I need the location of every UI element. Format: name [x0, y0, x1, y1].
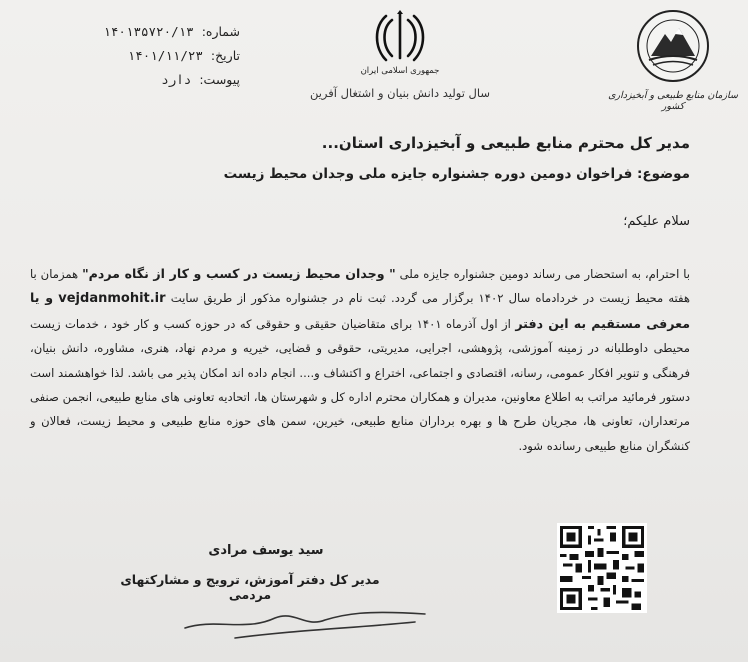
body-registration: همزمان با هفته محیط زیست در خردادماه سال ۱۴۰۲ برگزار می گردد. ثبت نام در جشنواره مذکور از طریق سایت	[30, 267, 691, 306]
letter-body	[30, 262, 690, 458]
recipient-line: مدیر کل محترم منابع طبیعی و آبخیزداری استان...	[321, 134, 690, 152]
award-title: " وجدان محیط زیست در کسب و کار از نگاه مردم"	[82, 266, 396, 281]
date-row	[70, 44, 240, 68]
letter-meta	[70, 20, 240, 92]
number-label: شماره:	[201, 24, 240, 39]
subject-line: موضوع: فراخوان دومین دوره جشنواره جایزه ملی وجدان محیط زیست	[223, 166, 690, 182]
attachment-label: پیوست:	[199, 72, 240, 87]
direct-referral: و یا معرفی مستقیم به این دفتر	[30, 290, 691, 331]
org-name: سازمان منابع طبیعی و آبخیزداری کشور	[608, 90, 738, 112]
iran-emblem-icon	[370, 10, 430, 62]
org-logo-block	[608, 8, 738, 112]
attachment-row	[70, 68, 240, 92]
number-value: ۱۴۰۱۳۵۷۲۰/۱۳	[103, 24, 194, 39]
mountain-logo-icon	[635, 8, 711, 84]
body-intro: با احترام، به استحضار می رساند دومین جشنواره جایزه ملی	[399, 267, 690, 281]
number-row	[70, 20, 240, 44]
qr-code-icon	[557, 523, 647, 613]
emblem-caption: جمهوری اسلامی ایران	[360, 66, 440, 76]
year-slogan: سال تولید دانش بنیان و اشتغال آفرین	[309, 86, 491, 100]
attachment-value: دارد	[161, 72, 192, 87]
greeting-line: سلام علیکم؛	[623, 214, 690, 229]
emblem-block	[300, 10, 500, 76]
date-label: تاریخ:	[210, 48, 240, 63]
signatory-title: مدیر کل دفتر آموزش، ترویج و مشارکتهای مردمی	[120, 572, 380, 602]
website-link[interactable]: vejdanmohit.ir	[58, 291, 166, 307]
signatory-name: سید یوسف مرادی	[208, 543, 324, 558]
signature-scribble-icon	[175, 588, 435, 648]
body-details: از اول آذرماه ۱۴۰۱ برای متقاضیان حقیقی و حقوقی که در حوزه کسب و کار خود ، خدمات زیست محیطی داوطلبانه در زمینه آموزشی، پژوهشی، اجرایی، مدیریتی، حقوقی و قضایی، خیریه و مردم نهاد، هنری، مشاوره، دانش بنیان، فرهنگی و تنویر افکار عمومی، رسانه، اقتصادی و اجتماعی، اختراع و اکتشاف و.... انجام داده اند امکان پذیر می باشد. لذا خواهشمند است دستور فرمائید مراتب به اطلاع معاونین، مدیران و همکاران محترم اداره کل و شهرستان ها، اتحادیه تعاونی های منابع طبیعی، انجمن صنفی مرتعداران، تعاونی ها، مجریان طرح ها و بهره برداران منابع طبیعی، خیرین، سمن های حوزه منابع طبیعی و محیط زیست، فعالان و کنشگران منابع طبیعی رسانده شود.	[30, 316, 690, 453]
date-value: ۱۴۰۱/۱۱/۲۳	[127, 48, 203, 63]
